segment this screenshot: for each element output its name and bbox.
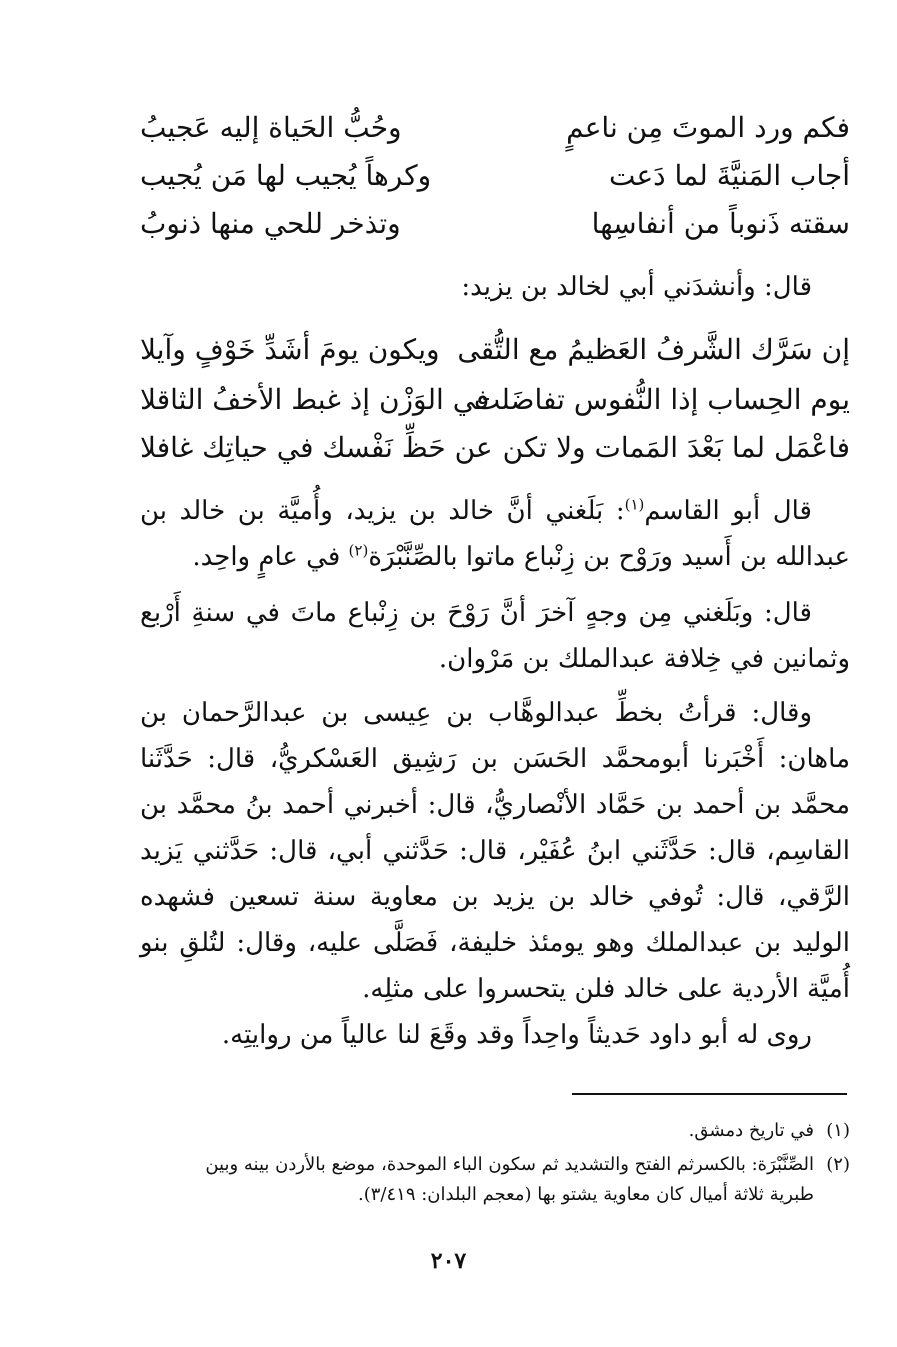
verse-second-hemistich: وحُبُّ الحَياة إليه عَجيبُ xyxy=(140,111,402,144)
footnote-2 xyxy=(140,1150,850,1180)
footnote-ref-1[interactable]: (١) xyxy=(624,495,645,514)
verse-first-hemistich: يوم الحِساب إذا النُّفوس تفاضَلت xyxy=(473,383,850,416)
verse-second-hemistich: في الوَزْن إذ غبط الأخفُ الثاقلا xyxy=(140,383,490,416)
verse-second-hemistich: عن حَظِّ نَفْسك في حياتِك غافلا xyxy=(140,431,493,464)
footnote-number: (١) xyxy=(826,1120,850,1141)
verse-line xyxy=(140,424,850,472)
verse-second-hemistich: وتذخر للحي منها ذنوبُ xyxy=(140,207,401,240)
paragraph-isnad: وقال: قرأتُ بخطِّ عبدالوهَّاب بن عِيسى بن عبدالرَّحمان بن ماهان: أَخْبَرنا أبومحمَّد الحَسَن بن رَشِيق العَسْكريُّ، قال: حَدَّثَنا محمَّد بن أحمد بن حَمَّاد الأنْصاريُّ، قال: أخبرني أحمد بنُ محمَّد بن القاسِم، قال: حَدَّثَني ابنُ عُفَيْر، قال: حَدَّثني أبي، قال: حَدَّثني يَزيد الرَّقي، قال: تُوفي خالد بن يزيد بن معاوية سنة تسعين فشهده الوليد بن عبدالملك وهو يومئذ خليفة، فَصَلَّى عليه، وقال: لتُلقِ بنو أُميَّة الأردية على خالد فلن يتحسروا على مثلِه. xyxy=(140,698,850,1004)
verse-line xyxy=(140,152,850,200)
paragraph-rawh: قال: وبَلَغني مِن وجهٍ آخرَ أنَّ رَوْحَ بن زِنْباع ماتَ في سنةِ أَرْبع وثمانين في خِلافة عبدالملك بن مَرْوان. xyxy=(140,598,850,674)
verse-first-hemistich: أجاب المَنيَّةَ لما دَعت xyxy=(608,159,850,192)
verse-line xyxy=(140,200,850,248)
verse-line xyxy=(140,376,850,424)
footnote-divider xyxy=(572,1093,847,1095)
verse-second-hemistich: وكرهاً يُجيب لها مَن يُجيب xyxy=(140,159,432,192)
paragraph-abu-al-qasim xyxy=(140,488,850,580)
verse-first-hemistich: فكم ورد الموتَ مِن ناعمٍ xyxy=(566,111,850,144)
verse-first-hemistich: إن سَرَّك الشَّرفُ العَظيمُ مع التُّقى xyxy=(457,333,850,366)
verse-first-hemistich: سقته ذَنوباً من أنفاسِها xyxy=(591,207,850,240)
verse-first-hemistich: فاعْمَل لما بَعْدَ المَمات ولا تكن xyxy=(502,431,850,464)
verse-line xyxy=(140,326,850,374)
paragraph-text: : بَلَغني أنَّ خالد بن يزيد، وأُميَّة بن خالد بن عبدالله بن أَسيد ورَوْح بن زِنْباع ماتوا بالصِّنَّبْرَة xyxy=(140,496,850,572)
poem-intro: قال: وأنشدَني أبي لخالد بن يزيد: xyxy=(461,272,812,302)
paragraph-text: في عامٍ واحِد. xyxy=(192,542,349,572)
verse-line xyxy=(140,104,850,152)
footnote-ref-2[interactable]: (٢) xyxy=(348,541,369,560)
footnote-number: (٢) xyxy=(826,1154,850,1175)
paragraph-abu-dawud: روى له أبو داود حَديثاً واحِداً وقد وقَعَ لنا عالياً من روايتِه. xyxy=(221,1020,812,1050)
footnote-2-continued: طبرية ثلاثة أميال كان معاوية يشتو بها (معجم البلدان: ٣/٤١٩). xyxy=(358,1184,814,1205)
paragraph-text: قال أبو القاسم xyxy=(644,496,812,526)
page-number: ٢٠٧ xyxy=(430,1248,467,1274)
footnote-text: الصِّنَّبْرَة: بالكسرثم الفتح والتشديد ثم سكون الباء الموحدة، موضع بالأردن بينه وبين xyxy=(205,1154,814,1175)
verse-second-hemistich: ويكون يومَ أشَدِّ خَوْفٍ وآيلا xyxy=(140,333,440,366)
footnote-text: في تاريخ دمشق. xyxy=(688,1120,814,1141)
footnote-1 xyxy=(140,1116,850,1146)
